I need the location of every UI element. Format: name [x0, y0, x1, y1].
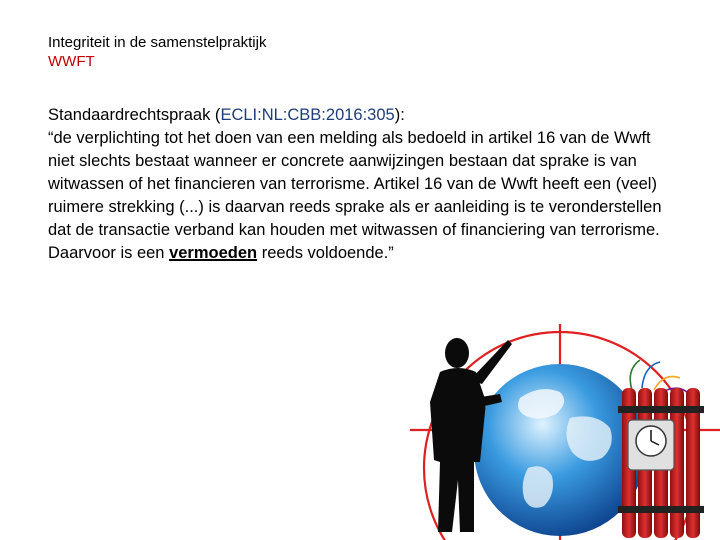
quote-body-part2: reeds voldoende.”: [257, 244, 394, 262]
quote-block: [48, 104, 668, 265]
terrorism-illustration: [410, 318, 720, 540]
quote-body-part1: “de verplichting tot het doen van een melding als bedoeld in artikel 16 van de Wwft niet slechts bestaat wanneer er concrete aanwijzingen bestaan dat sprake is van witwassen of het financieren van terrorisme. Artikel 16 van de Wwft heeft een (veel) ruimere strekking (...) is daarvan reeds sprake als er aanleiding is te veronderstellen dat de transactie verband kan houden met witwassen of financiering van terrorisme. Daarvoor is een: [48, 129, 662, 262]
quote-intro: [48, 104, 668, 127]
quote-body: [48, 127, 668, 265]
emphasis-word: vermoeden: [169, 244, 258, 262]
quote-intro-suffix: ):: [394, 106, 405, 124]
slide-title: Integriteit in de samenstelpraktijk: [48, 34, 267, 51]
dynamite-bomb-icon: [618, 360, 704, 538]
quote-intro-prefix: Standaardrechtspraak (: [48, 106, 221, 124]
slide-subtitle: WWFT: [48, 53, 95, 70]
ecli-reference: ECLI:NL:CBB:2016:305: [220, 106, 395, 124]
clock-icon: [636, 426, 666, 456]
